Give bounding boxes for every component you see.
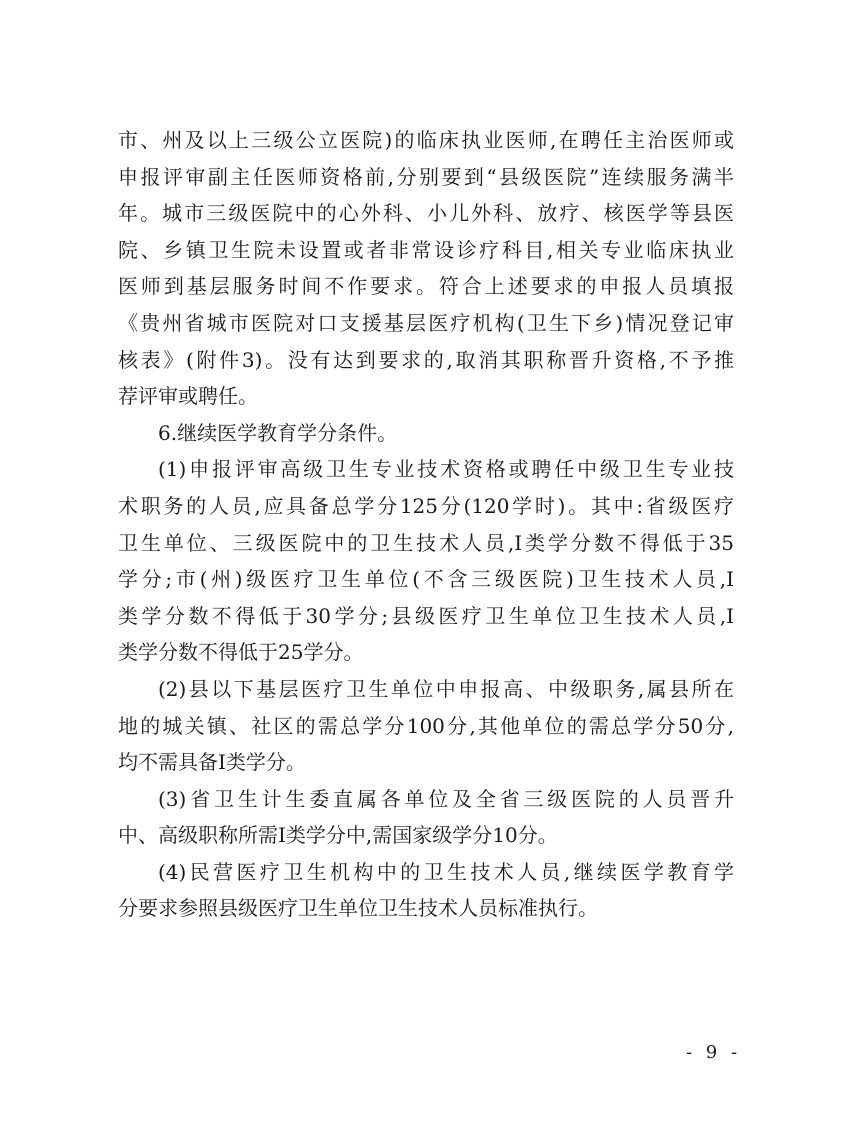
text-line: (4)民营医疗卫生机构中的卫生技术人员,继续医学教育学 [158,859,734,884]
text-line: 类学分数不得低于25学分。 [118,640,364,665]
text-line: (3)省卫生计生委直属各单位及全省三级医院的人员晋升 [158,786,734,811]
page-number: - 9 - [686,1042,742,1063]
text-line: 地的城关镇、社区的需总学分100分,其他单位的需总学分50分, [118,713,734,738]
text-line: (1)申报评审高级卫生专业技术资格或聘任中级卫生专业技 [158,457,734,482]
text-line: 申报评审副主任医师资格前,分别要到“县级医院”连续服务满半 [118,164,734,189]
text-line: 市、州及以上三级公立医院)的临床执业医师,在聘任主治医师或 [118,128,734,152]
text-line: 术职务的人员,应具备总学分125分(120学时)。其中:省级医疗 [118,493,734,518]
text-line: (2)县以下基层医疗卫生单位中申报高、中级职务,属县所在 [158,676,734,701]
text-line: 类学分数不得低于30学分;县级医疗卫生单位卫生技术人员,I [118,603,734,628]
body-text [118,122,734,927]
text-line: 院、乡镇卫生院未设置或者非常设诊疗科目,相关专业临床执业 [118,237,734,262]
text-line: 核表》(附件3)。没有达到要求的,取消其职称晋升资格,不予推 [118,347,734,372]
text-line: 年。城市三级医院中的心外科、小儿外科、放疗、核医学等县医 [118,201,734,226]
text-line: 荐评审或聘任。 [118,384,258,409]
text-line: 中、高级职称所需I类学分中,需国家级学分10分。 [118,823,558,848]
text-line: 卫生单位、三级医院中的卫生技术人员,I类学分数不得低于35 [118,530,734,555]
text-line: 医师到基层服务时间不作要求。符合上述要求的申报人员填报 [118,274,734,299]
text-line: 分要求参照县级医疗卫生单位卫生技术人员标准执行。 [118,896,598,921]
text-line: 《贵州省城市医院对口支援基层医疗机构(卫生下乡)情况登记审 [118,310,734,335]
text-line: 均不需具备I类学分。 [118,750,306,775]
text-line: 学分;市(州)级医疗卫生单位(不含三级医院)卫生技术人员,I [118,567,734,592]
section-heading: 6.继续医学教育学分条件。 [158,420,398,445]
